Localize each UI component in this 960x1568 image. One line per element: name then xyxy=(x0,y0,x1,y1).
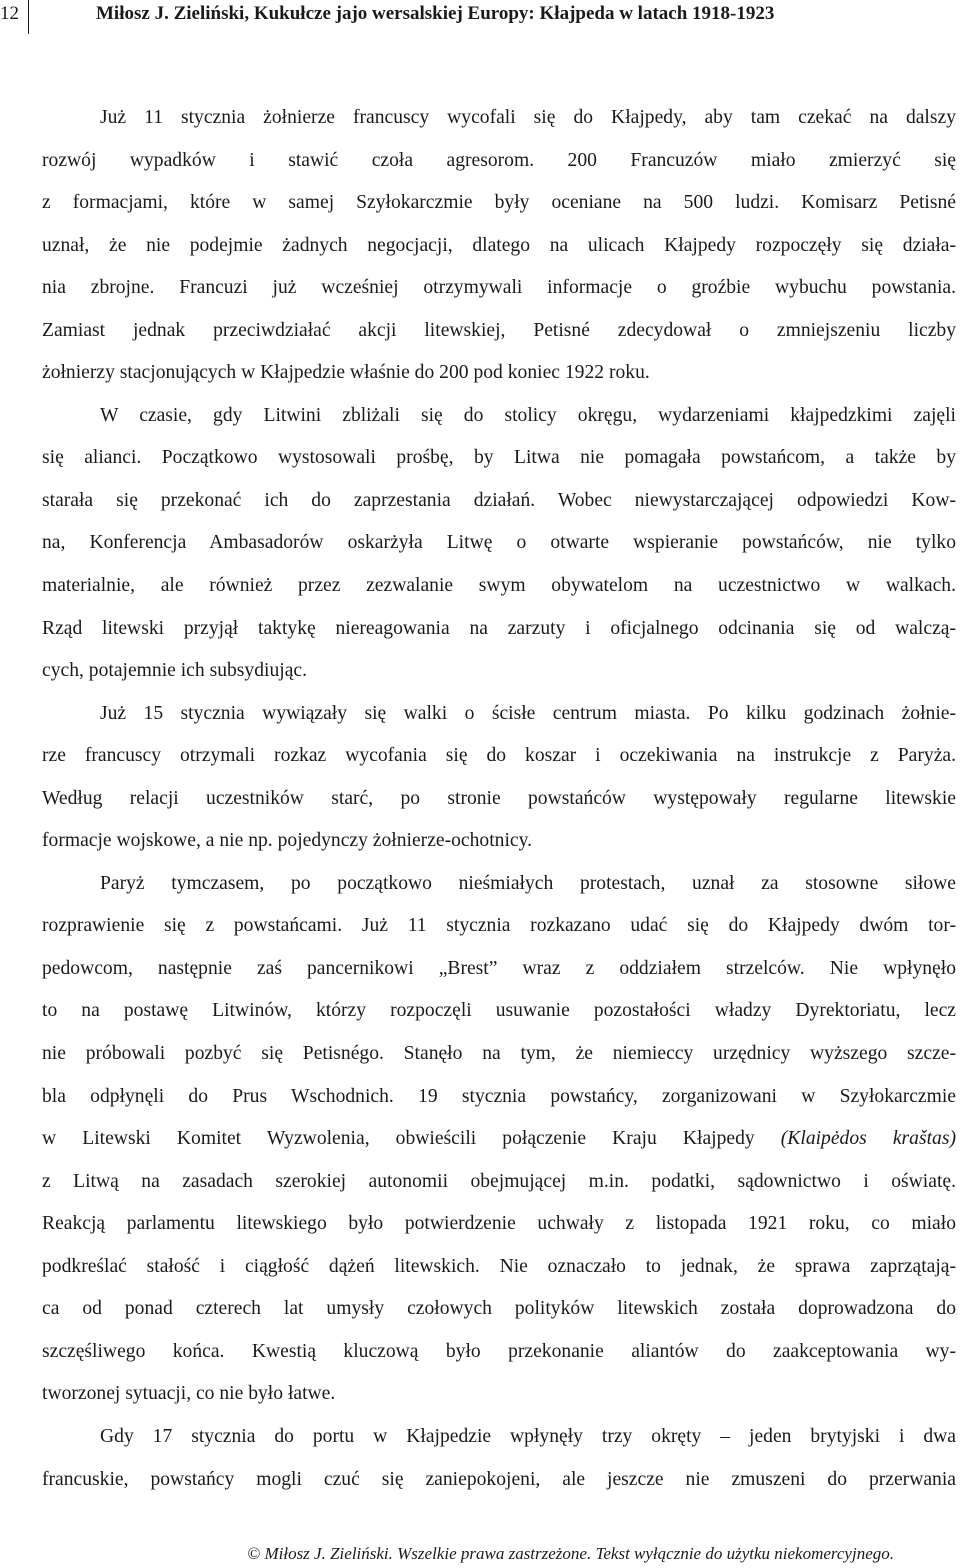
footer-copyright: © Miłosz J. Zieliński. Wszelkie prawa zastrzeżone. Tekst wyłącznie do użytku niekomercyjnego. xyxy=(247,1544,894,1563)
text-line: rze francuscy otrzymali rozkaz wycofania się do koszar i oczekiwania na instrukcje z Paryża. xyxy=(42,745,956,767)
text-line: z Litwą na zasadach szerokiej autonomii obejmującej m.in. podatki, sądownictwo i oświatę. xyxy=(42,1170,956,1192)
text-line: Zamiast jednak przeciwdziałać akcji litewskiej, Petisné zdecydował o zmniejszeniu liczby xyxy=(42,319,956,341)
text-line: materialnie, ale również przez zezwalanie swym obywatelom na uczestnictwo w walkach. xyxy=(42,575,956,597)
text-line: bla odpłynęli do Prus Wschodnich. 19 stycznia powstańcy, zorganizowani w Szyłokarczmie xyxy=(42,1085,956,1107)
text-line: na, Konferencja Ambasadorów oskarżyła Litwę o otwarte wspieranie powstańców, nie tylko xyxy=(42,532,956,554)
text-line: żołnierzy stacjonujących w Kłajpedzie właśnie do 200 pod koniec 1922 roku. xyxy=(42,362,650,384)
text-line: uznał, że nie podejmie żadnych negocjacji, dlatego na ulicach Kłajpedy rozpoczęły się działa- xyxy=(42,234,956,256)
text-line: rozprawienie się z powstańcami. Już 11 stycznia rozkazano udać się do Kłajpedy dwóm tor- xyxy=(42,915,956,937)
text-line: Według relacji uczestników starć, po stronie powstańców występowały regularne litewskie xyxy=(42,787,956,809)
page-number: 12 xyxy=(0,3,19,24)
text-line: rozwój wypadków i stawić czoła agresorom. 200 Francuzów miało zmierzyć się xyxy=(42,149,956,171)
text-line: Rząd litewski przyjął taktykę niereagowania na zarzuty i oficjalnego odcinania się od walczą- xyxy=(42,617,956,639)
text-line: to na postawę Litwinów, którzy rozpoczęli usuwanie pozostałości władzy Dyrektoriatu, lecz xyxy=(42,1000,956,1022)
text-line: Już 15 stycznia wywiązały się walki o ścisłe centrum miasta. Po kilku godzinach żołnie- xyxy=(100,702,956,724)
text-line: nie próbowali pozbyć się Petisnégo. Stanęło na tym, że niemieccy urzędnicy wyższego szcze- xyxy=(42,1043,956,1065)
text-line: formacje wojskowe, a nie np. pojedynczy żołnierze-ochotnicy. xyxy=(42,830,533,852)
text-line: pedowcom, następnie zaś pancernikowi „Brest” wraz z oddziałem strzelców. Nie wpłynęło xyxy=(42,957,956,979)
text-line: cych, potajemnie ich subsydiując. xyxy=(42,660,307,682)
text-line: szczęśliwego końca. Kwestią kluczową było przekonanie aliantów do zaakceptowania wy- xyxy=(42,1340,956,1362)
text-line: ca od ponad czterech lat umysły czołowych polityków litewskich została doprowadzona do xyxy=(42,1298,956,1320)
text-line: Gdy 17 stycznia do portu w Kłajpedzie wpłynęły trzy okręty – jeden brytyjski i dwa xyxy=(100,1425,956,1447)
text-line: Już 11 stycznia żołnierze francuscy wycofali się do Kłajpedy, aby tam czekać na dalszy xyxy=(100,107,956,128)
italic-term: (Klaipėdos kraštas) xyxy=(780,1128,956,1150)
text-line: francuskie, powstańcy mogli czuć się zaniepokojeni, ale jeszcze nie zmuszeni do przerwania xyxy=(42,1468,956,1490)
header-divider xyxy=(28,0,29,34)
text-line xyxy=(42,1118,956,1161)
running-head: Miłosz J. Zieliński, Kukułcze jajo wersalskiej Europy: Kłajpeda w latach 1918-1923 xyxy=(96,3,775,24)
text-line: nia zbrojne. Francuzi już wcześniej otrzymywali informacje o groźbie wybuchu powstania. xyxy=(42,277,956,299)
text-line: starała się przekonać ich do zaprzestania działań. Wobec niewystarczającej odpowiedzi Kow- xyxy=(42,489,956,511)
text-line: się alianci. Początkowo wystosowali prośbę, by Litwa nie pomagała powstańcom, a także by xyxy=(42,447,956,469)
text-line: Paryż tymczasem, po początkowo nieśmiałych protestach, uznał za stosowne siłowe xyxy=(100,872,956,894)
body-text xyxy=(42,97,956,1501)
text-line: tworzonej sytuacji, co nie było łatwe. xyxy=(42,1383,336,1405)
text-line: podkreślać stałość i ciągłość dążeń litewskich. Nie oznaczało to jednak, że sprawa zaprzątają- xyxy=(42,1255,956,1277)
text-line: W czasie, gdy Litwini zbliżali się do stolicy okręgu, wydarzeniami kłajpedzkimi zajęli xyxy=(100,404,956,426)
text-line: z formacjami, które w samej Szyłokarczmie były oceniane na 500 ludzi. Komisarz Petisné xyxy=(42,192,956,214)
text-line: Reakcją parlamentu litewskiego było potwierdzenie uchwały z listopada 1921 roku, co miało xyxy=(42,1213,956,1235)
text-segment: w Litewski Komitet Wyzwolenia, obwieścili połączenie Kraju Kłajpedy xyxy=(42,1128,781,1150)
